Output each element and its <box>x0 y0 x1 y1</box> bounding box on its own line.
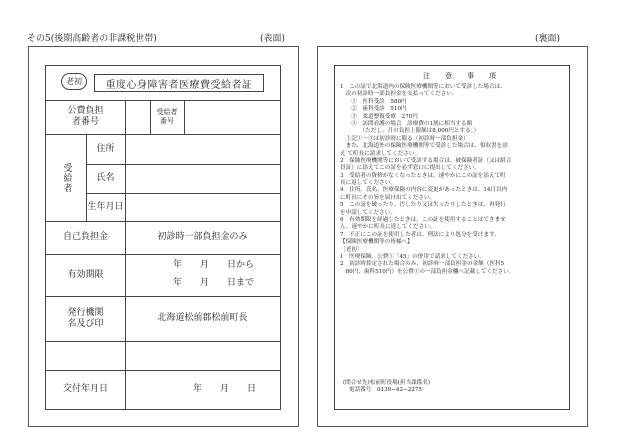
note-line: （ただし、月の負担上限額は8,000円とする。） <box>340 128 480 135</box>
front-card <box>28 46 299 427</box>
note-line: 3 受給者の資格がなくなったときは、速やかにこの証を添えて町 <box>340 172 506 179</box>
notes-frame <box>334 65 570 410</box>
note-line: 4 住所、氏名、医療保険の内容に変更があったときは、14日以内 <box>340 187 508 194</box>
issuer-value: 北海道松前郡松前町長 <box>157 313 248 323</box>
issuer-label: 発行機関 名及び印 <box>67 307 104 329</box>
address-label: 住所 <box>96 143 115 154</box>
note-line: 〔老初〕 <box>340 246 363 253</box>
note-line: 次の初診時一部負担金を支払ってください。 <box>340 91 458 98</box>
note-line: え て町長に請求してください。 <box>340 150 421 157</box>
issue-date-label: 交付年月日 <box>62 384 108 394</box>
note-line: 80円、歯科510円）を公費①の一部負担金欄へ記載してください。 <box>340 268 515 275</box>
contact-block <box>343 380 430 395</box>
note-line: 2 保険医療機関等において受診する場合は、被保険者証（又は組合 <box>340 157 512 164</box>
validity-from: 年 月 日から <box>173 259 255 270</box>
contact-phone: 電話番号 0139−42−2275 <box>349 387 422 394</box>
note-line: ① 医科受診 580円 <box>340 98 407 105</box>
note-line: 2 初診時算定された場合のみ、初診時一部負担金の金額（医科5 <box>340 261 505 268</box>
note-line: に町長にその旨を届け出てください。 <box>340 194 436 201</box>
copay-label: 自己負担金 <box>62 232 108 242</box>
note-line: また、北海道外の保険医療機関等で受診した場合は、領収書を添 <box>340 143 508 150</box>
note-line: ん。速やかに町長に返してください。 <box>340 224 436 231</box>
note-line: 【保険医療機関等の皆様へ】 <box>340 239 413 246</box>
note-line: ④ 訪問看護の場合 診療費の1割に相当する額 <box>340 120 473 127</box>
front-side-label: (表面) <box>260 34 286 44</box>
note-line: 6 有効期限を経過したときは、この証を使用することはできませ <box>340 217 506 224</box>
note-line: を申請してください。 <box>340 209 396 216</box>
note-line: 1 この証で北海道内の保険医療機関等において受診した場合は、 <box>340 84 506 90</box>
name-label: 氏名 <box>96 173 115 183</box>
recipient-group-label: 受給者 <box>61 162 72 193</box>
payer-number-label: 公費負担 者番号 <box>67 106 104 127</box>
note-line: 長に返してください。 <box>340 180 396 187</box>
notes-title: 注 意 事 項 <box>423 72 500 80</box>
note-line: 1 医療保険、公費①「45」の併用で請求してください。 <box>340 253 485 260</box>
copay-value: 初診時一部負担金のみ <box>157 232 248 242</box>
birthdate-label: 生年月日 <box>87 201 124 212</box>
note-line: 7 不正にこの証を使用した者は、刑法により処分を受けます。 <box>340 231 500 238</box>
back-card <box>317 46 588 427</box>
notes-list <box>340 84 514 276</box>
validity-label: 有効期限 <box>67 269 104 280</box>
back-side-label: (裏面) <box>535 34 561 44</box>
note-line: ② 歯科受診 510円 <box>340 106 407 113</box>
note-line: 上記①〜③は初診時に限る（初診時一部負担金） <box>340 135 469 142</box>
front-form-frame <box>45 65 281 410</box>
contact-line-1: (問合せ先)松前町役場(担当課係名) <box>343 380 431 386</box>
rojin-badge: 老初 <box>61 73 87 90</box>
validity-to: 年 月 日まで <box>173 277 255 288</box>
issue-date-value: 年 月 日 <box>193 384 257 394</box>
note-line: ③ 柔道整復受療 270円 <box>340 113 418 120</box>
certificate-title: 重度心身障害者医療費受給者証 <box>94 74 264 92</box>
note-line: 5 この証を破ったり、汚したり又は失ったりしたときは、再発行 <box>340 202 506 209</box>
form-caption: その5(後期高齢者の非課税世帯) <box>27 34 157 44</box>
note-line: 員証）に添えてこの証を必ず窓口に提出してください。 <box>340 165 480 172</box>
recipient-number-label: 受給者 番号 <box>156 108 178 125</box>
